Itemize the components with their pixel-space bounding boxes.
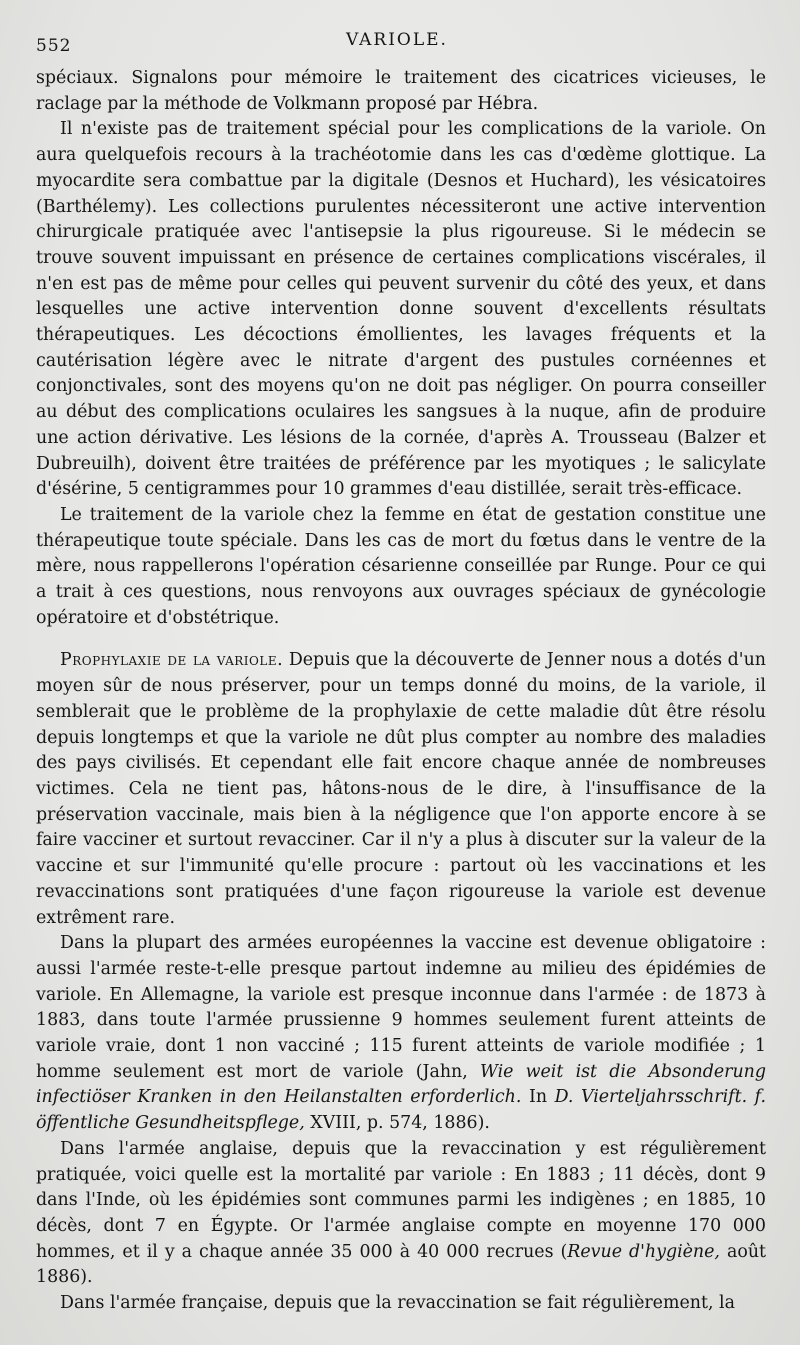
body-text xyxy=(36,66,766,1317)
section-heading: Prophylaxie de la variole. xyxy=(60,650,284,671)
paragraph-text: In xyxy=(521,1087,555,1108)
paragraph-gestation xyxy=(36,503,766,632)
paragraph-text: Dans l'armée anglaise, depuis que la revaccination y est régulièrement pratiquée, voici quelle est la mortalité par variole : En 1883 ; 11 décès, dont 9 dans l'Inde, où les épidémies sont communes parmi les indigènes ; en 1885, 10 décès, dont 7 en Égypte. Or l'armée anglaise compte en moyenne 170 000 hommes, et il y a chaque année 35 000 à 40 000 recrues ( xyxy=(36,1138,766,1262)
paragraph-text: Dans la plupart des armées européennes la vaccine est devenue obligatoire : aussi l'armée reste-t-elle presque partout indemne au milieu des épidémies de variole. En Allemagne, la variole est presque inconnue dans l'armée : de 1873 à 1883, dans toute l'armée prussienne 9 hommes seulement furent atteints de variole vraie, dont 1 non vacciné ; 115 furent atteints de variole modifiée ; 1 homme seulement est mort de variole (Jahn, xyxy=(36,933,766,1082)
paragraph-text: XVIII, p. 574, 1886). xyxy=(304,1113,490,1134)
paragraph-prophylaxie xyxy=(36,648,766,931)
paragraph-armees-europeennes xyxy=(36,931,766,1137)
paragraph-complications xyxy=(36,117,766,503)
paragraph-text: Dans l'armée française, depuis que la revaccination se fait régulièrement, la xyxy=(60,1293,735,1314)
paragraph-text: août 1886). xyxy=(36,1241,767,1288)
running-title: VARIOLE. xyxy=(346,30,448,50)
paragraph-armee-francaise xyxy=(36,1291,766,1317)
paragraph-text: Il n'existe pas de traitement spécial pour les complications de la variole. On aura quelquefois recours à la trachéotomie dans les cas d'œdème glottique. La myocardite sera combattue par la digitale (Desnos et Huchard), les vésicatoires (Barthélemy). Les collections purulentes nécessiteront une active intervention chirurgicale pratiquée avec l'antisepsie la plus rigoureuse. Si le médecin se trouve souvent impuissant en présence de certaines complications viscérales, il n'en est pas de même pour celles qui peuvent survenir du côté des yeux, et dans lesquelles une active intervention donne souvent d'excellents résultats thérapeutiques. Les décoctions émollientes, les lavages fréquents et la cautérisation légère avec le nitrate d'argent des pustules cornéennes et conjonctivales, sont des moyens qu'on ne doit pas négliger. On pourra conseiller au début des complications oculaires les sangsues à la nuque, afin de produire une action dérivative. Les lésions de la cornée, d'après A. Trousseau (Balzer et Dubreuilh), doivent être traitées de préférence par les myotiques ; le salicylate d'ésérine, 5 centigrammes pour 10 grammes d'eau distillée, serait très-efficace. xyxy=(36,119,766,500)
paragraph-armee-anglaise xyxy=(36,1137,766,1291)
citation-title: Wie weit ist die Absonderung infectiöser Kranken in den Heilanstalten erforderlich. xyxy=(36,1061,767,1108)
running-head xyxy=(36,28,766,60)
paragraph-text: Le traitement de la variole chez la femme en état de gestation constitue une thérapeutique toute spéciale. Dans les cas de mort du fœtus dans le ventre de la mère, nous rappellerons l'opération césarienne conseillée par Runge. Pour ce qui a trait à ces questions, nous renvoyons aux ouvrages spéciaux de gynécologie opératoire et d'obstétrique. xyxy=(36,504,766,628)
journal-title: Revue d'hygiène, xyxy=(567,1241,720,1262)
paragraph-text: spéciaux. Signalons pour mémoire le traitement des cicatrices vicieuses, le raclage par la méthode de Volkmann proposé par Hébra. xyxy=(36,68,766,114)
paragraph-cicatrices xyxy=(36,66,766,117)
journal-title: D. Vierteljahrsschrift. f. öffentliche Gesundheitspflege, xyxy=(36,1087,766,1134)
page-number: 552 xyxy=(36,36,72,56)
paragraph-text: Depuis que la découverte de Jenner nous a dotés d'un moyen sûr de nous préserver, pour un temps donné du moins, de la variole, il semblerait que le problème de la prophylaxie de cette maladie dût être résolu depuis longtemps et que la variole ne dût plus compter au nombre des maladies des pays civilisés. Et cependant elle fait encore chaque année de nombreuses victimes. Cela ne tient pas, hâtons-nous de le dire, à l'insuffisance de la préservation vaccinale, mais bien à la négligence que l'on apporte encore à se faire vacciner et surtout revacciner. Car il n'y a plus à discuter sur la valeur de la vaccine et sur l'immunité qu'elle procure : partout où les vaccinations et les revaccinations sont pratiquées d'une façon rigoureuse la variole est devenue extrêment rare. xyxy=(36,650,766,928)
